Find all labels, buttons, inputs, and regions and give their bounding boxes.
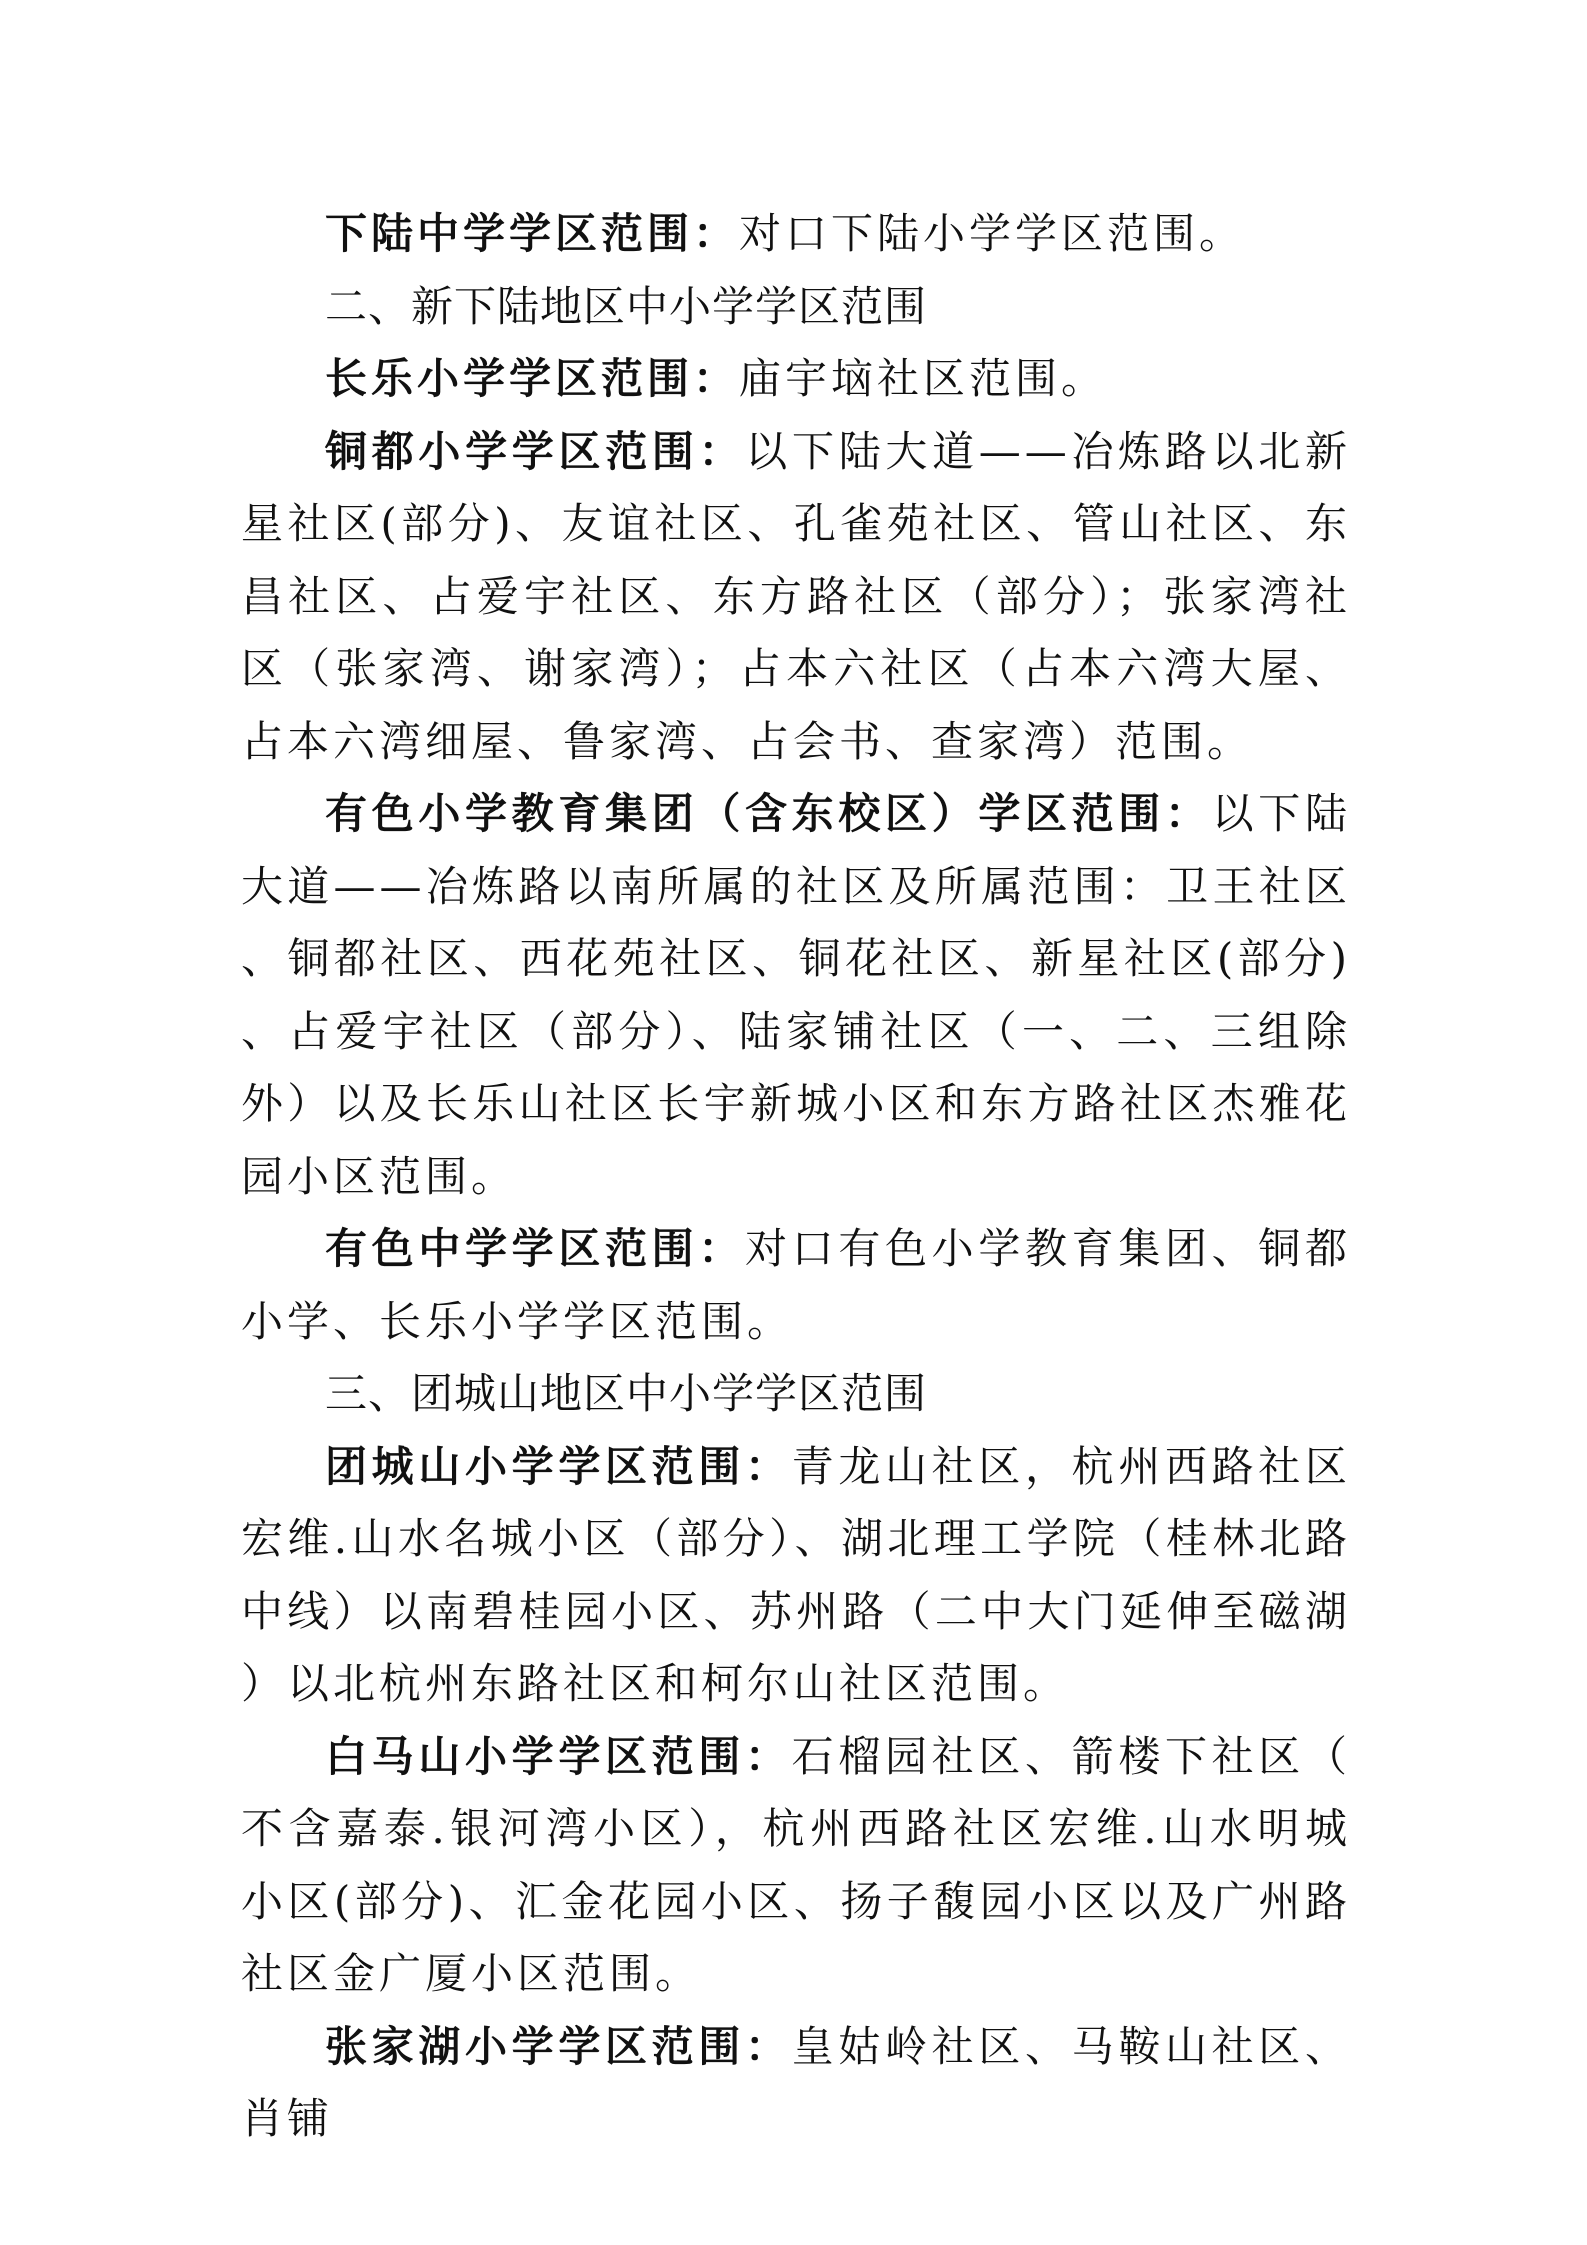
section-heading-tuanchengshan [241,1358,1351,1431]
paragraph-label: 铜都小学学区范围： [325,426,746,476]
paragraph-changle-primary [241,343,1351,416]
paragraph-xialu-middle-school [241,198,1351,271]
section-heading-text: 三、团城山地区中小学学区范围 [325,1369,928,1418]
paragraph-text: 对口有色小学教育集团、铜都小学、长乐小学学区范围。 [241,1224,1351,1346]
paragraph-text: 石榴园社区、箭楼下社区（不含嘉泰.银河湾小区），杭州西路社区宏维.山水明城小区(部分)、汇金花园小区、扬子馥园小区以及广州路社区金广厦小区范围。 [241,1731,1351,1998]
paragraph-tongdu-primary [241,416,1351,779]
paragraph-text: 青龙山社区，杭州西路社区宏维.山水名城小区（部分）、湖北理工学院（桂林北路中线）以南碧桂园小区、苏州路（二中大门延伸至磁湖）以北杭州东路社区和柯尔山社区范围。 [241,1441,1351,1708]
paragraph-text: 庙宇垴社区范围。 [739,354,1108,403]
paragraph-zhangjiahu-primary [241,2011,1351,2156]
paragraph-label: 白马山小学学区范围： [325,1731,792,1781]
paragraph-label: 长乐小学学区范围： [325,354,740,403]
paragraph-label: 张家湖小学学区范围： [325,2021,792,2071]
paragraph-text: 皇姑岭社区、马鞍山社区、肖铺 [241,2021,1351,2143]
paragraph-label: 有色小学教育集团（含东校区）学区范围： [325,789,1212,838]
paragraph-youse-primary-group [241,778,1351,1213]
paragraph-label: 有色中学学区范围： [325,1224,745,1273]
section-heading-new-xialu [241,271,1351,344]
paragraph-baimashan-primary [241,1721,1351,2011]
section-heading-text: 二、新下陆地区中小学学区范围 [325,281,928,331]
paragraph-text: 对口下陆小学学区范围。 [739,209,1246,258]
paragraph-label: 下陆中学学区范围： [325,209,740,258]
paragraph-tuanchengshan-primary [241,1431,1351,1721]
document-body [241,198,1351,2156]
paragraph-text: 以下陆大道——冶炼路以北新星社区(部分)、友谊社区、孔雀苑社区、管山社区、东昌社区、占爱宇社区、东方路社区（部分）；张家湾社区（张家湾、谢家湾）；占本六社区（占本六湾大屋、占本六湾细屋、鲁家湾、占会书、查家湾）范围。 [241,426,1351,766]
paragraph-text: 以下陆大道——冶炼路以南所属的社区及所属范围：卫王社区、铜都社区、西花苑社区、铜花社区、新星社区(部分)、占爱宇社区（部分）、陆家铺社区（一、二、三组除外）以及长乐山社区长宇新城小区和东方路社区杰雅花园小区范围。 [241,789,1351,1201]
paragraph-label: 团城山小学学区范围： [325,1441,792,1491]
paragraph-youse-middle-school [241,1213,1351,1358]
